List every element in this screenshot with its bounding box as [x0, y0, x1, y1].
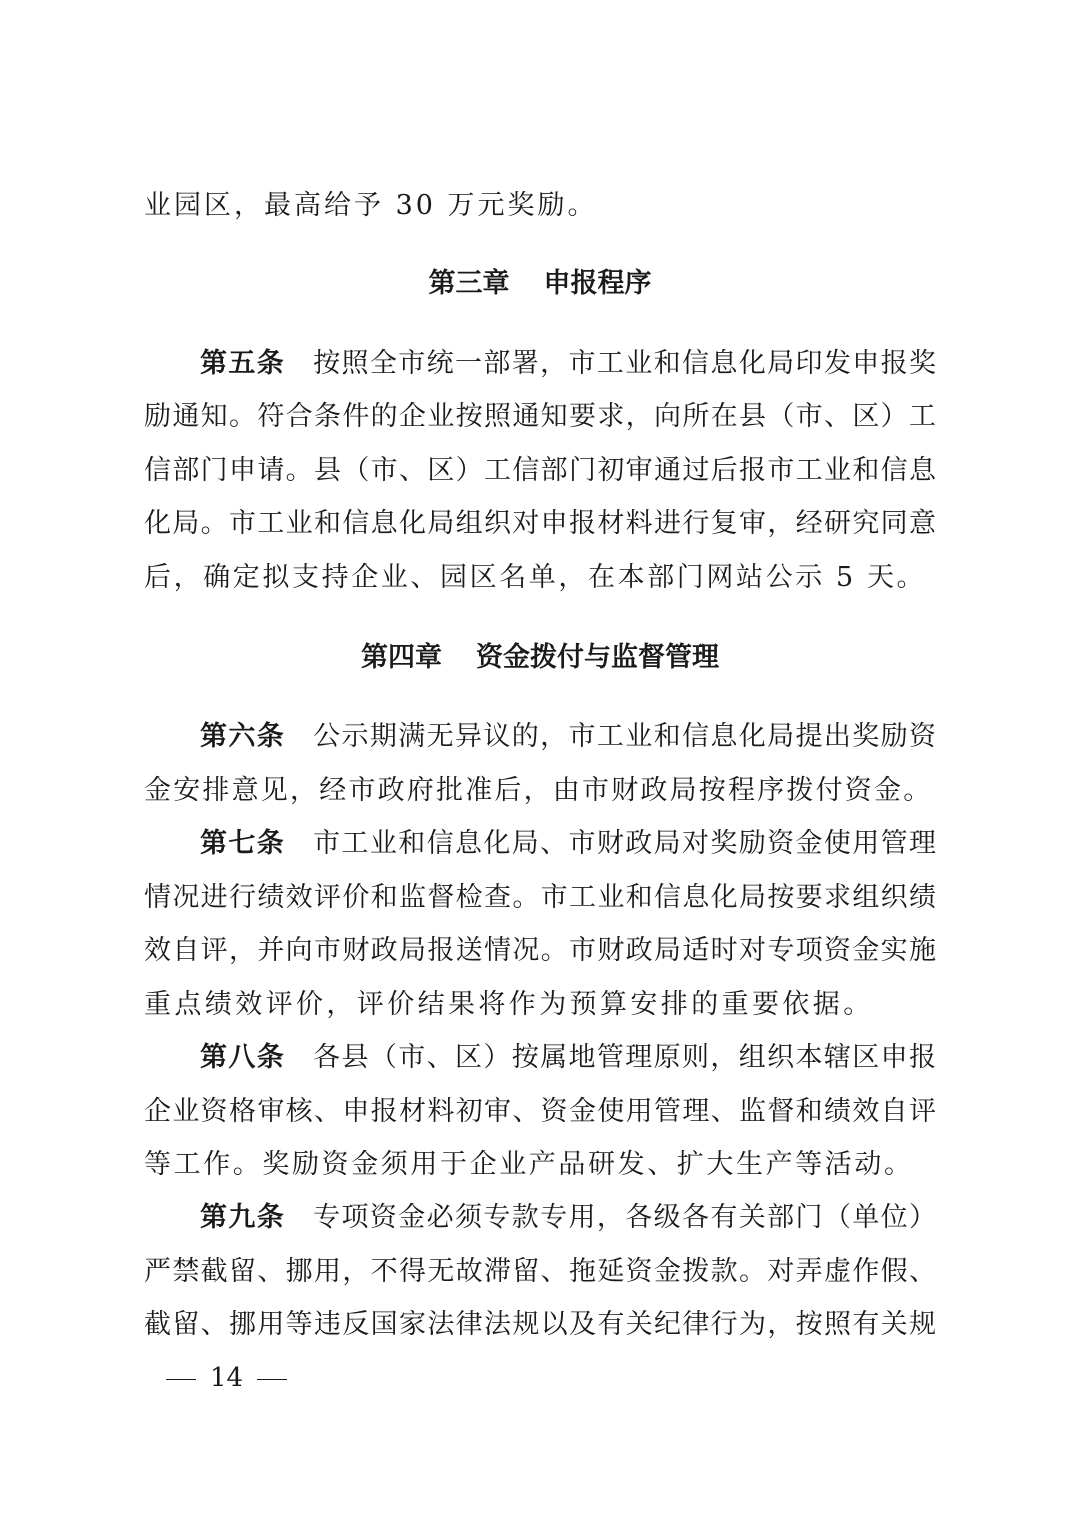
page-number-right-dash	[257, 1379, 287, 1380]
article-7-line-4: 重点绩效评价，评价结果将作为预算安排的重要依据。	[144, 989, 874, 1020]
chapter-3-title: 申报程序	[543, 268, 652, 299]
chapter-4-heading	[144, 636, 936, 680]
article-8-label: 第八条	[200, 1042, 286, 1073]
article-5-line-2: 励通知。符合条件的企业按照通知要求，向所在县（市、区）工	[144, 401, 936, 432]
article-9-line-3: 截留、挪用等违反国家法律法规以及有关纪律行为，按照有关规	[144, 1309, 936, 1340]
chapter-4-number: 第四章	[361, 642, 442, 673]
article-7-label: 第七条	[200, 828, 286, 859]
page-number-left-dash	[166, 1379, 196, 1380]
intro-line: 业园区，最高给予 30 万元奖励。	[144, 190, 598, 221]
chapter-3-heading	[144, 262, 936, 306]
article-7-line-2: 情况进行绩效评价和监督检查。市工业和信息化局按要求组织绩	[144, 882, 936, 913]
article-9-label: 第九条	[200, 1202, 286, 1233]
article-5-line-5: 后，确定拟支持企业、园区名单，在本部门网站公示 5 天。	[144, 562, 927, 593]
article-8-line-1: 第八条 各县（市、区）按属地管理原则，组织本辖区申报	[200, 1042, 936, 1073]
article-5-label: 第五条	[200, 348, 286, 379]
article-5-line-3: 信部门申请。县（市、区）工信部门初审通过后报市工业和信息	[144, 455, 936, 486]
article-8-line-3: 等工作。奖励资金须用于企业产品研发、扩大生产等活动。	[144, 1149, 914, 1180]
article-6-label: 第六条	[200, 721, 286, 752]
page-number	[166, 1358, 287, 1398]
article-5-line-4: 化局。市工业和信息化局组织对申报材料进行复审，经研究同意	[144, 508, 936, 539]
chapter-4-title: 资金拨付与监督管理	[476, 642, 719, 673]
page-number-value: 14	[210, 1363, 244, 1393]
article-9-line-2: 严禁截留、挪用，不得无故滞留、拖延资金拨款。对弄虚作假、	[144, 1256, 936, 1287]
article-5-line-1: 第五条 按照全市统一部署，市工业和信息化局印发申报奖	[200, 348, 936, 379]
article-6-line-2: 金安排意见，经市政府批准后，由市财政局按程序拨付资金。	[144, 775, 933, 806]
article-6-line-1: 第六条 公示期满无异议的，市工业和信息化局提出奖励资	[200, 721, 936, 752]
article-7-line-3: 效自评，并向市财政局报送情况。市财政局适时对专项资金实施	[144, 935, 936, 966]
article-7-line-1: 第七条 市工业和信息化局、市财政局对奖励资金使用管理	[200, 828, 936, 859]
chapter-3-number: 第三章	[428, 268, 510, 299]
article-8-line-2: 企业资格审核、申报材料初审、资金使用管理、监督和绩效自评	[144, 1096, 936, 1127]
article-9-line-1: 第九条 专项资金必须专款专用，各级各有关部门（单位）	[200, 1202, 936, 1233]
